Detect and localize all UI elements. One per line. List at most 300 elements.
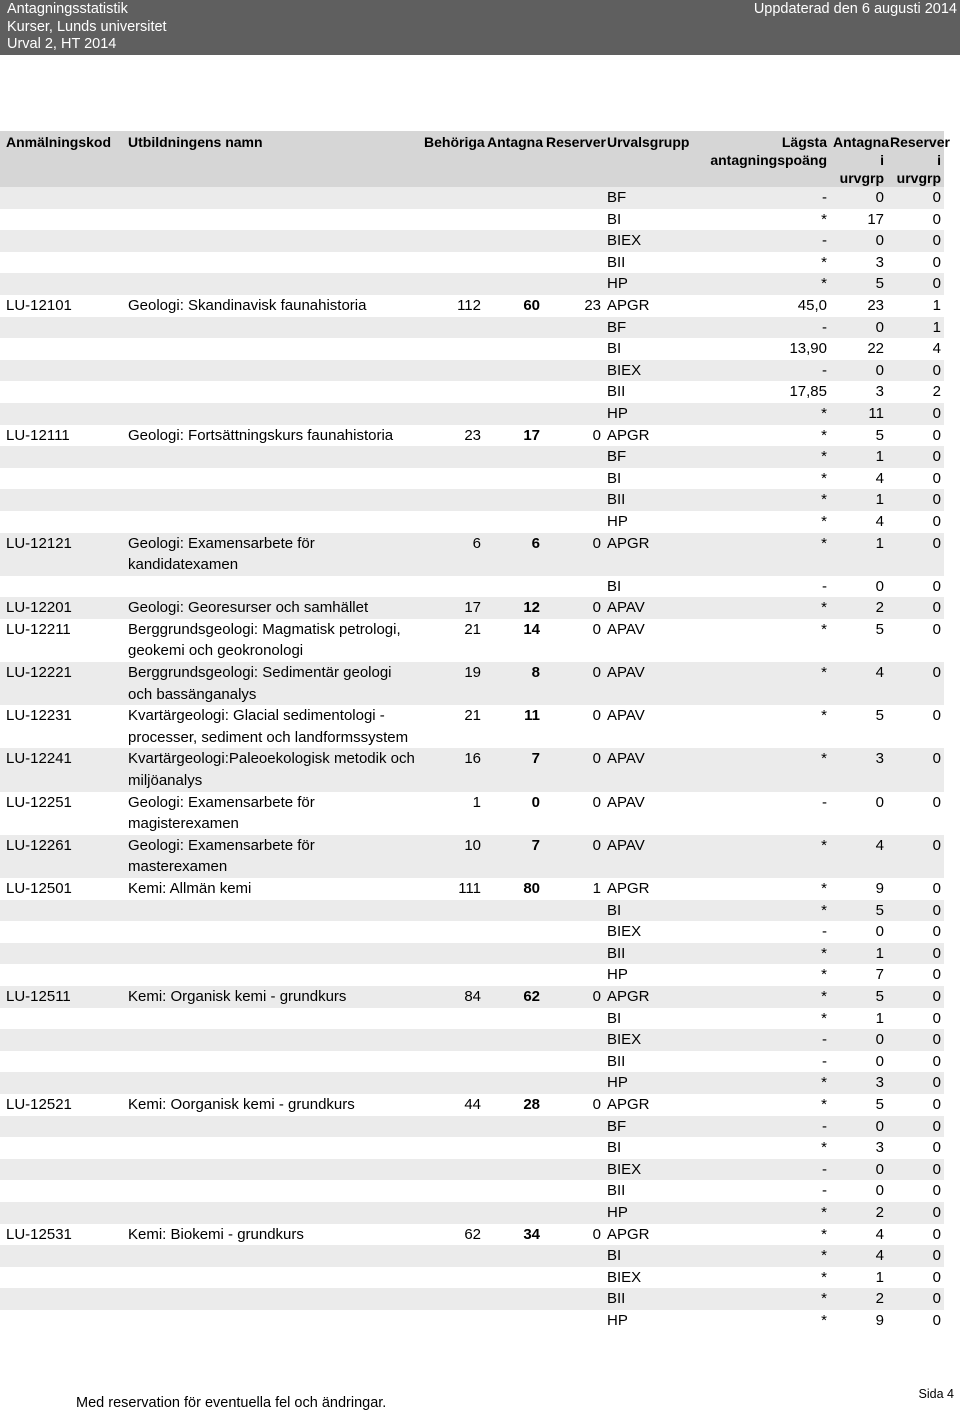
cell-eligible — [421, 1159, 484, 1181]
cell-selection-group: BF — [604, 187, 699, 209]
cell-selection-group: BI — [604, 576, 699, 598]
cell-selection-group: BII — [604, 1180, 699, 1202]
admission-statistics-table — [0, 131, 950, 1331]
cell-reserves-in-group: 0 — [887, 1008, 944, 1030]
cell-reserves-in-group: 0 — [887, 964, 944, 986]
cell-reserves — [543, 381, 604, 403]
cell-reserves — [543, 446, 604, 468]
cell-selection-group: HP — [604, 1072, 699, 1094]
page-number: Sida 4 — [918, 1387, 954, 1401]
cell-eligible — [421, 1202, 484, 1224]
cell-reserves-in-group: 0 — [887, 273, 944, 295]
cell-reserves-in-group: 0 — [887, 187, 944, 209]
table-row — [0, 295, 944, 317]
cell-reserves: 0 — [543, 748, 604, 791]
cell-selection-group: APGR — [604, 986, 699, 1008]
cell-course-name: Geologi: Examensarbete för magisterexamen — [125, 792, 421, 835]
cell-eligible: 16 — [421, 748, 484, 791]
cell-admitted — [484, 921, 543, 943]
cell-reserves — [543, 403, 604, 425]
cell-eligible: 10 — [421, 835, 484, 878]
cell-admitted — [484, 1180, 543, 1202]
cell-code — [0, 446, 125, 468]
cell-reserves — [543, 964, 604, 986]
cell-code — [0, 252, 125, 274]
cell-selection-group: BII — [604, 1288, 699, 1310]
table-row — [0, 381, 944, 403]
cell-selection-group: APAV — [604, 662, 699, 705]
cell-reserves-in-group: 0 — [887, 230, 944, 252]
cell-admitted — [484, 317, 543, 339]
cell-reserves-in-group: 0 — [887, 446, 944, 468]
cell-selection-group: BIEX — [604, 1029, 699, 1051]
cell-code — [0, 468, 125, 490]
col-header-admitted: Antagna — [484, 131, 543, 187]
cell-code — [0, 1116, 125, 1138]
cell-eligible — [421, 943, 484, 965]
cell-course-name: Geologi: Fortsättningskurs faunahistoria — [125, 425, 421, 447]
col-header-admitted-group — [830, 131, 887, 187]
cell-admitted — [484, 1310, 543, 1332]
cell-admitted-in-group: 1 — [830, 1008, 887, 1030]
table-row — [0, 511, 944, 533]
cell-eligible — [421, 468, 484, 490]
cell-min-score: * — [699, 446, 830, 468]
cell-course-name: Kemi: Oorganisk kemi - grundkurs — [125, 1094, 421, 1116]
cell-selection-group: BIEX — [604, 1267, 699, 1289]
cell-eligible — [421, 1137, 484, 1159]
col-header-reserves-group — [887, 131, 950, 187]
cell-course-name — [125, 381, 421, 403]
cell-min-score: * — [699, 489, 830, 511]
cell-code — [0, 943, 125, 965]
cell-code — [0, 1310, 125, 1332]
cell-selection-group: BII — [604, 489, 699, 511]
cell-min-score: 45,0 — [699, 295, 830, 317]
cell-reserves — [543, 921, 604, 943]
cell-eligible — [421, 187, 484, 209]
cell-eligible: 6 — [421, 533, 484, 576]
cell-course-name — [125, 1202, 421, 1224]
cell-reserves-in-group: 0 — [887, 209, 944, 231]
table-row — [0, 921, 944, 943]
cell-min-score: 17,85 — [699, 381, 830, 403]
cell-code — [0, 1267, 125, 1289]
cell-admitted — [484, 964, 543, 986]
table-row — [0, 662, 944, 705]
cell-min-score: * — [699, 209, 830, 231]
table-row — [0, 1159, 944, 1181]
col-header-eligible: Behöriga — [421, 131, 484, 187]
table-row — [0, 1116, 944, 1138]
cell-reserves — [543, 1008, 604, 1030]
cell-selection-group: APGR — [604, 878, 699, 900]
cell-selection-group: HP — [604, 1310, 699, 1332]
cell-selection-group: HP — [604, 1202, 699, 1224]
cell-min-score: 13,90 — [699, 338, 830, 360]
cell-admitted-in-group: 5 — [830, 986, 887, 1008]
report-round: Urval 2, HT 2014 — [7, 36, 117, 52]
cell-eligible: 21 — [421, 705, 484, 748]
cell-min-score: - — [699, 187, 830, 209]
cell-admitted-in-group: 22 — [830, 338, 887, 360]
cell-code — [0, 317, 125, 339]
cell-min-score: * — [699, 986, 830, 1008]
cell-min-score: - — [699, 921, 830, 943]
cell-admitted-in-group: 0 — [830, 1159, 887, 1181]
table-row — [0, 986, 944, 1008]
cell-admitted-in-group: 4 — [830, 511, 887, 533]
cell-reserves-in-group: 1 — [887, 317, 944, 339]
cell-min-score: * — [699, 1224, 830, 1246]
cell-code — [0, 230, 125, 252]
cell-reserves-in-group: 0 — [887, 1051, 944, 1073]
cell-min-score: - — [699, 230, 830, 252]
cell-selection-group: BII — [604, 252, 699, 274]
cell-code: LU-12121 — [0, 533, 125, 576]
cell-selection-group: APGR — [604, 425, 699, 447]
cell-min-score: - — [699, 1159, 830, 1181]
cell-admitted-in-group: 5 — [830, 900, 887, 922]
cell-eligible — [421, 1180, 484, 1202]
cell-eligible — [421, 338, 484, 360]
table-row — [0, 1310, 944, 1332]
col-header-min-score — [699, 131, 830, 187]
cell-admitted — [484, 900, 543, 922]
cell-admitted — [484, 489, 543, 511]
cell-eligible — [421, 252, 484, 274]
cell-min-score: * — [699, 1267, 830, 1289]
cell-reserves-in-group: 0 — [887, 533, 944, 576]
cell-selection-group: BI — [604, 338, 699, 360]
cell-reserves-in-group: 0 — [887, 900, 944, 922]
cell-admitted — [484, 209, 543, 231]
table-row — [0, 943, 944, 965]
cell-selection-group: APAV — [604, 705, 699, 748]
cell-eligible — [421, 403, 484, 425]
cell-eligible — [421, 1116, 484, 1138]
cell-reserves — [543, 252, 604, 274]
col-header-reserves-group-line2: i urvgrp — [896, 152, 941, 186]
cell-reserves-in-group: 0 — [887, 1288, 944, 1310]
table-body — [0, 187, 944, 1331]
cell-code: LU-12521 — [0, 1094, 125, 1116]
cell-admitted-in-group: 0 — [830, 1051, 887, 1073]
cell-code: LU-12261 — [0, 835, 125, 878]
table-row — [0, 273, 944, 295]
cell-eligible: 62 — [421, 1224, 484, 1246]
cell-course-name — [125, 1029, 421, 1051]
cell-eligible: 17 — [421, 597, 484, 619]
cell-admitted-in-group: 3 — [830, 1072, 887, 1094]
cell-admitted — [484, 360, 543, 382]
cell-selection-group: BI — [604, 1008, 699, 1030]
cell-reserves — [543, 317, 604, 339]
table-row — [0, 1051, 944, 1073]
cell-reserves-in-group: 0 — [887, 468, 944, 490]
cell-admitted-in-group: 0 — [830, 921, 887, 943]
col-header-admitted-group-line1: Antagna — [833, 134, 889, 150]
cell-admitted-in-group: 7 — [830, 964, 887, 986]
cell-eligible — [421, 1288, 484, 1310]
report-title-block — [7, 1, 167, 54]
cell-admitted — [484, 1267, 543, 1289]
cell-admitted: 6 — [484, 533, 543, 576]
cell-eligible — [421, 317, 484, 339]
cell-selection-group: BF — [604, 317, 699, 339]
cell-course-name — [125, 1310, 421, 1332]
cell-admitted — [484, 1137, 543, 1159]
cell-course-name — [125, 273, 421, 295]
cell-admitted-in-group: 5 — [830, 705, 887, 748]
cell-reserves — [543, 576, 604, 598]
cell-reserves-in-group: 1 — [887, 295, 944, 317]
cell-eligible — [421, 446, 484, 468]
table-row — [0, 209, 944, 231]
cell-course-name — [125, 403, 421, 425]
cell-min-score: * — [699, 597, 830, 619]
cell-reserves-in-group: 0 — [887, 403, 944, 425]
cell-min-score: * — [699, 425, 830, 447]
table-row — [0, 338, 944, 360]
cell-code: LU-12101 — [0, 295, 125, 317]
cell-reserves — [543, 1267, 604, 1289]
cell-admitted-in-group: 4 — [830, 468, 887, 490]
cell-admitted-in-group: 5 — [830, 1094, 887, 1116]
cell-code — [0, 1202, 125, 1224]
cell-min-score: - — [699, 792, 830, 835]
cell-eligible: 44 — [421, 1094, 484, 1116]
cell-course-name: Kvartärgeologi: Glacial sedimentologi - processer, sediment och landformssystem — [125, 705, 421, 748]
cell-min-score: * — [699, 619, 830, 662]
cell-eligible — [421, 273, 484, 295]
cell-code: LU-12111 — [0, 425, 125, 447]
cell-min-score: - — [699, 1116, 830, 1138]
table-row — [0, 878, 944, 900]
cell-reserves-in-group: 0 — [887, 1245, 944, 1267]
table-row — [0, 1029, 944, 1051]
table-row — [0, 425, 944, 447]
cell-admitted — [484, 1072, 543, 1094]
cell-admitted-in-group: 1 — [830, 446, 887, 468]
cell-admitted: 7 — [484, 835, 543, 878]
table-row — [0, 1180, 944, 1202]
cell-admitted — [484, 381, 543, 403]
cell-admitted — [484, 1159, 543, 1181]
cell-selection-group: HP — [604, 273, 699, 295]
cell-reserves — [543, 489, 604, 511]
cell-reserves — [543, 230, 604, 252]
cell-reserves-in-group: 0 — [887, 1180, 944, 1202]
cell-eligible — [421, 360, 484, 382]
table-row — [0, 403, 944, 425]
cell-admitted-in-group: 5 — [830, 273, 887, 295]
cell-admitted-in-group: 3 — [830, 252, 887, 274]
cell-course-name: Berggrundsgeologi: Sedimentär geologi och bassänganalys — [125, 662, 421, 705]
cell-reserves — [543, 1202, 604, 1224]
cell-admitted-in-group: 2 — [830, 1288, 887, 1310]
report-title: Antagningsstatistik — [7, 1, 128, 17]
cell-min-score: - — [699, 1029, 830, 1051]
cell-reserves — [543, 1310, 604, 1332]
cell-selection-group: BI — [604, 468, 699, 490]
cell-course-name — [125, 511, 421, 533]
cell-min-score: * — [699, 403, 830, 425]
cell-eligible — [421, 921, 484, 943]
table-row — [0, 1288, 944, 1310]
cell-admitted — [484, 576, 543, 598]
report-subtitle: Kurser, Lunds universitet — [7, 18, 167, 35]
cell-course-name: Geologi: Skandinavisk faunahistoria — [125, 295, 421, 317]
cell-reserves-in-group: 0 — [887, 576, 944, 598]
cell-selection-group: APAV — [604, 619, 699, 662]
updated-date: Uppdaterad den 6 augusti 2014 — [753, 1, 957, 17]
cell-reserves-in-group: 0 — [887, 511, 944, 533]
cell-admitted-in-group: 0 — [830, 360, 887, 382]
table-row — [0, 1008, 944, 1030]
cell-reserves-in-group: 0 — [887, 986, 944, 1008]
table-row — [0, 1224, 944, 1246]
cell-course-name — [125, 360, 421, 382]
cell-min-score: * — [699, 705, 830, 748]
cell-admitted: 17 — [484, 425, 543, 447]
col-header-admitted-group-line2: i urvgrp — [839, 152, 884, 186]
table-row — [0, 1094, 944, 1116]
table-row — [0, 1245, 944, 1267]
cell-admitted-in-group: 17 — [830, 209, 887, 231]
cell-course-name — [125, 1116, 421, 1138]
cell-eligible — [421, 964, 484, 986]
cell-code — [0, 921, 125, 943]
cell-min-score: * — [699, 1202, 830, 1224]
table-row — [0, 705, 944, 748]
cell-admitted-in-group: 2 — [830, 597, 887, 619]
cell-eligible — [421, 230, 484, 252]
cell-admitted-in-group: 4 — [830, 1245, 887, 1267]
report-header-bar — [0, 0, 960, 55]
table-row — [0, 446, 944, 468]
cell-admitted: 8 — [484, 662, 543, 705]
cell-code: LU-12241 — [0, 748, 125, 791]
cell-code — [0, 273, 125, 295]
cell-course-name — [125, 1267, 421, 1289]
cell-reserves-in-group: 0 — [887, 1267, 944, 1289]
cell-reserves-in-group: 0 — [887, 1137, 944, 1159]
cell-reserves — [543, 1072, 604, 1094]
cell-reserves — [543, 1159, 604, 1181]
cell-admitted — [484, 338, 543, 360]
col-header-reserves: Reserver — [543, 131, 604, 187]
cell-selection-group: BF — [604, 1116, 699, 1138]
cell-admitted-in-group: 4 — [830, 1224, 887, 1246]
cell-eligible — [421, 576, 484, 598]
cell-code — [0, 1029, 125, 1051]
cell-reserves — [543, 187, 604, 209]
cell-admitted — [484, 1288, 543, 1310]
cell-eligible — [421, 511, 484, 533]
cell-admitted-in-group: 0 — [830, 792, 887, 835]
cell-code — [0, 1159, 125, 1181]
cell-eligible — [421, 900, 484, 922]
cell-admitted-in-group: 0 — [830, 187, 887, 209]
cell-admitted — [484, 273, 543, 295]
cell-admitted: 60 — [484, 295, 543, 317]
col-header-name: Utbildningens namn — [125, 131, 421, 187]
cell-admitted-in-group: 0 — [830, 1116, 887, 1138]
cell-admitted-in-group: 1 — [830, 943, 887, 965]
cell-reserves-in-group: 0 — [887, 1116, 944, 1138]
cell-reserves-in-group: 0 — [887, 252, 944, 274]
cell-code — [0, 1180, 125, 1202]
cell-min-score: * — [699, 662, 830, 705]
cell-course-name — [125, 230, 421, 252]
table-row — [0, 835, 944, 878]
cell-reserves-in-group: 0 — [887, 748, 944, 791]
cell-selection-group: HP — [604, 511, 699, 533]
cell-reserves-in-group: 0 — [887, 662, 944, 705]
cell-admitted: 14 — [484, 619, 543, 662]
cell-admitted-in-group: 1 — [830, 489, 887, 511]
cell-selection-group: BI — [604, 900, 699, 922]
cell-course-name — [125, 209, 421, 231]
cell-code — [0, 403, 125, 425]
cell-selection-group: HP — [604, 403, 699, 425]
cell-selection-group: APGR — [604, 533, 699, 576]
cell-reserves: 0 — [543, 1094, 604, 1116]
cell-selection-group: APAV — [604, 835, 699, 878]
cell-min-score: - — [699, 576, 830, 598]
cell-min-score: * — [699, 511, 830, 533]
cell-admitted: 80 — [484, 878, 543, 900]
cell-selection-group: BI — [604, 209, 699, 231]
cell-reserves — [543, 209, 604, 231]
cell-code — [0, 900, 125, 922]
cell-selection-group: HP — [604, 964, 699, 986]
cell-eligible — [421, 1029, 484, 1051]
cell-min-score: * — [699, 252, 830, 274]
cell-eligible — [421, 209, 484, 231]
col-header-min-score-line1: Lägsta — [781, 134, 827, 150]
cell-course-name: Geologi: Examensarbete för masterexamen — [125, 835, 421, 878]
cell-reserves — [543, 1137, 604, 1159]
table-row — [0, 187, 944, 209]
cell-reserves — [543, 900, 604, 922]
cell-eligible: 112 — [421, 295, 484, 317]
cell-min-score: * — [699, 900, 830, 922]
cell-selection-group: APAV — [604, 748, 699, 791]
cell-eligible: 19 — [421, 662, 484, 705]
table-row — [0, 1202, 944, 1224]
cell-admitted — [484, 1008, 543, 1030]
cell-reserves: 0 — [543, 1224, 604, 1246]
cell-course-name — [125, 1137, 421, 1159]
cell-reserves — [543, 1029, 604, 1051]
cell-eligible: 84 — [421, 986, 484, 1008]
cell-code — [0, 489, 125, 511]
table-row — [0, 489, 944, 511]
cell-code — [0, 187, 125, 209]
cell-course-name — [125, 338, 421, 360]
cell-course-name: Kvartärgeologi:Paleoekologisk metodik och miljöanalys — [125, 748, 421, 791]
cell-code — [0, 1288, 125, 1310]
cell-course-name — [125, 446, 421, 468]
cell-reserves-in-group: 2 — [887, 381, 944, 403]
cell-reserves-in-group: 0 — [887, 1029, 944, 1051]
cell-admitted: 12 — [484, 597, 543, 619]
cell-reserves: 0 — [543, 835, 604, 878]
col-header-min-score-line2: antagningspoäng — [710, 152, 827, 168]
cell-reserves — [543, 1245, 604, 1267]
